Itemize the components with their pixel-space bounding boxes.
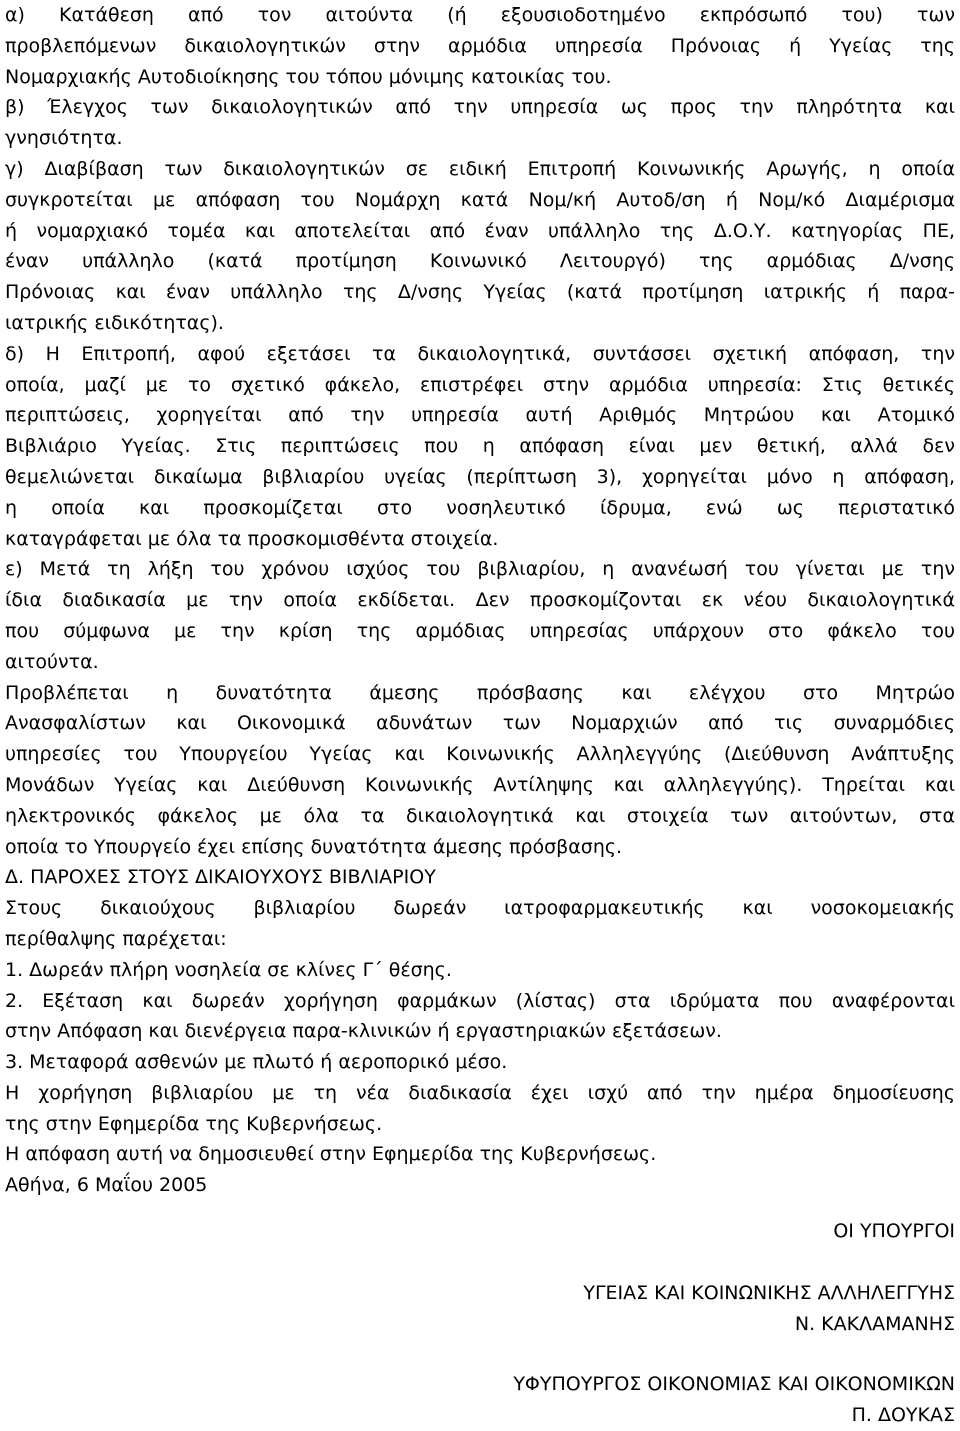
- text-line: έναν υπάλληλο (κατά προτίμηση Κοινωνικό Λειτουργό) της αρμόδιας Δ/νσης: [5, 250, 955, 273]
- signature-minister-2: [513, 1369, 955, 1431]
- text-line: Νομαρχιακής Αυτοδιοίκησης του τόπου μόνιμης κατοικίας του.: [5, 65, 612, 88]
- text-line: Προβλέπεται η δυνατότητα άμεσης πρόσβασης και ελέγχου στο Μητρώο: [5, 681, 955, 704]
- text-line: 3. Μεταφορά ασθενών με πλωτό ή αεροπορικό μέσο.: [5, 1051, 508, 1074]
- text-line: της στην Εφημερίδα της Κυβερνήσεως.: [5, 1112, 383, 1135]
- text-line: ηλεκτρονικός φάκελος με όλα τα δικαιολογητικά και στοιχεία των αιτούντων, στα: [5, 804, 955, 827]
- text-line: Ανασφαλίστων και Οικονομικά αδυνάτων των Νομαρχιών από τις συναρμόδιες: [5, 712, 955, 735]
- text-line: Βιβλιάριο Υγείας. Στις περιπτώσεις που η απόφαση είναι μεν θετική, αλλά δεν: [5, 435, 955, 458]
- text-line: β) Έλεγχος των δικαιολογητικών από την υπηρεσία ως προς την πληρότητα και: [5, 96, 955, 119]
- text-line: ίδια διαδικασία με την οποία εκδίδεται. Δεν προσκομίζονται εκ νέου δικαιολογητικά: [5, 589, 955, 612]
- signature-heading-block: [833, 1216, 955, 1247]
- text-line: αιτούντα.: [5, 650, 99, 673]
- text-line: Δ. ΠΑΡΟΧΕΣ ΣΤΟΥΣ ΔΙΚΑΙΟΥΧΟΥΣ ΒΙΒΛΙΑΡΙΟΥ: [5, 866, 436, 889]
- text-line: Αθήνα, 6 Μαΐου 2005: [5, 1174, 208, 1197]
- minister-2-name: Π. ΔΟΥΚΑΣ: [851, 1403, 955, 1426]
- text-line: Η απόφαση αυτή να δημοσιευθεί στην Εφημερίδα της Κυβερνήσεως.: [5, 1143, 657, 1166]
- minister-2-title: ΥΦΥΠΟΥΡΓΟΣ ΟΙΚΟΝΟΜΙΑΣ ΚΑΙ ΟΙΚΟΝΟΜΙΚΩΝ: [513, 1373, 955, 1395]
- text-line: περίθαλψης παρέχεται:: [5, 927, 227, 950]
- text-line: Μονάδων Υγείας και Διεύθυνση Κοινωνικής Αντίληψης και αλληλεγγύης). Τηρείται και: [5, 773, 955, 796]
- text-line: καταγράφεται με όλα τα προσκομισθέντα στοιχεία.: [5, 527, 499, 550]
- text-line: γνησιότητα.: [5, 127, 123, 150]
- text-line: περιπτώσεις, χορηγείται από την υπηρεσία αυτή Αριθμός Μητρώου και Ατομικό: [5, 404, 955, 427]
- text-line: που σύμφωνα με την κρίση της αρμόδιας υπηρεσίας υπάρχουν στο φάκελο του: [5, 619, 955, 642]
- text-line: 2. Εξέταση και δωρεάν χορήγηση φαρμάκων (λίστας) στα ιδρύματα που αναφέρονται: [5, 989, 955, 1012]
- document-text: [5, 0, 955, 1201]
- text-line: δ) Η Επιτροπή, αφού εξετάσει τα δικαιολογητικά, συντάσσει σχετική απόφαση, την: [5, 342, 955, 365]
- text-line: ιατρικής ειδικότητας).: [5, 311, 224, 334]
- minister-1-title: ΥΓΕΙΑΣ ΚΑΙ ΚΟΙΝΩΝΙΚΗΣ ΑΛΛΗΛΕΓΓΥΗΣ: [583, 1282, 955, 1304]
- text-line: στην Απόφαση και διενέργεια παρα-κλινικών ή εργαστηριακών εξετάσεων.: [5, 1020, 722, 1043]
- text-line: οποία, μαζί με το σχετικό φάκελο, επιστρέφει στην αρμόδια υπηρεσία: Στις θετικές: [5, 373, 955, 396]
- text-line: α) Κατάθεση από τον αιτούντα (ή εξουσιοδοτημένο εκπρόσωπό του) των: [5, 4, 955, 26]
- minister-1-name: Ν. ΚΑΚΛΑΜΑΝΗΣ: [794, 1312, 955, 1335]
- text-line: Η χορήγηση βιβλιαρίου με τη νέα διαδικασία έχει ισχύ από την ημέρα δημοσίευσης: [5, 1081, 955, 1104]
- text-line: ή νομαρχιακό τομέα και αποτελείται από έναν υπάλληλο της Δ.Ο.Υ. κατηγορίας ΠΕ,: [5, 219, 955, 242]
- text-line: ε) Μετά τη λήξη του χρόνου ισχύος του βιβλιαρίου, η ανανέωσή του γίνεται με την: [5, 558, 955, 581]
- text-line: η οποία και προσκομίζεται στο νοσηλευτικό ίδρυμα, ενώ ως περιστατικό: [5, 496, 955, 519]
- signature-minister-1: [583, 1278, 955, 1340]
- text-line: οποία το Υπουργείο έχει επίσης δυνατότητα άμεσης πρόσβασης.: [5, 835, 623, 858]
- text-line: Πρόνοιας και έναν υπάλληλο της Δ/νσης Υγείας (κατά προτίμηση ιατρικής ή παρα-: [5, 281, 955, 304]
- text-line: προβλεπόμενων δικαιολογητικών στην αρμόδια υπηρεσία Πρόνοιας ή Υγείας της: [5, 34, 955, 57]
- document-body: [5, 0, 955, 1201]
- text-line: συγκροτείται με απόφαση του Νομάρχη κατά Νομ/κή Αυτοδ/ση ή Νομ/κό Διαμέρισμα: [5, 188, 955, 211]
- text-line: 1. Δωρεάν πλήρη νοσηλεία σε κλίνες Γ΄ θέσης.: [5, 958, 452, 981]
- text-line: θεμελιώνεται δικαίωμα βιβλιαρίου υγείας (περίπτωση 3), χορηγείται μόνο η απόφαση,: [5, 465, 955, 488]
- text-line: Στους δικαιούχους βιβλιαρίου δωρεάν ιατροφαρμακευτικής και νοσοκομειακής: [5, 897, 955, 920]
- text-line: γ) Διαβίβαση των δικαιολογητικών σε ειδική Επιτροπή Κοινωνικής Αρωγής, η οποία: [5, 157, 955, 180]
- text-line: υπηρεσίες του Υπουργείου Υγείας και Κοινωνικής Αλληλεγγύης (Διεύθυνση Ανάπτυξης: [5, 743, 955, 766]
- signature-heading: ΟΙ ΥΠΟΥΡΓΟΙ: [833, 1220, 955, 1242]
